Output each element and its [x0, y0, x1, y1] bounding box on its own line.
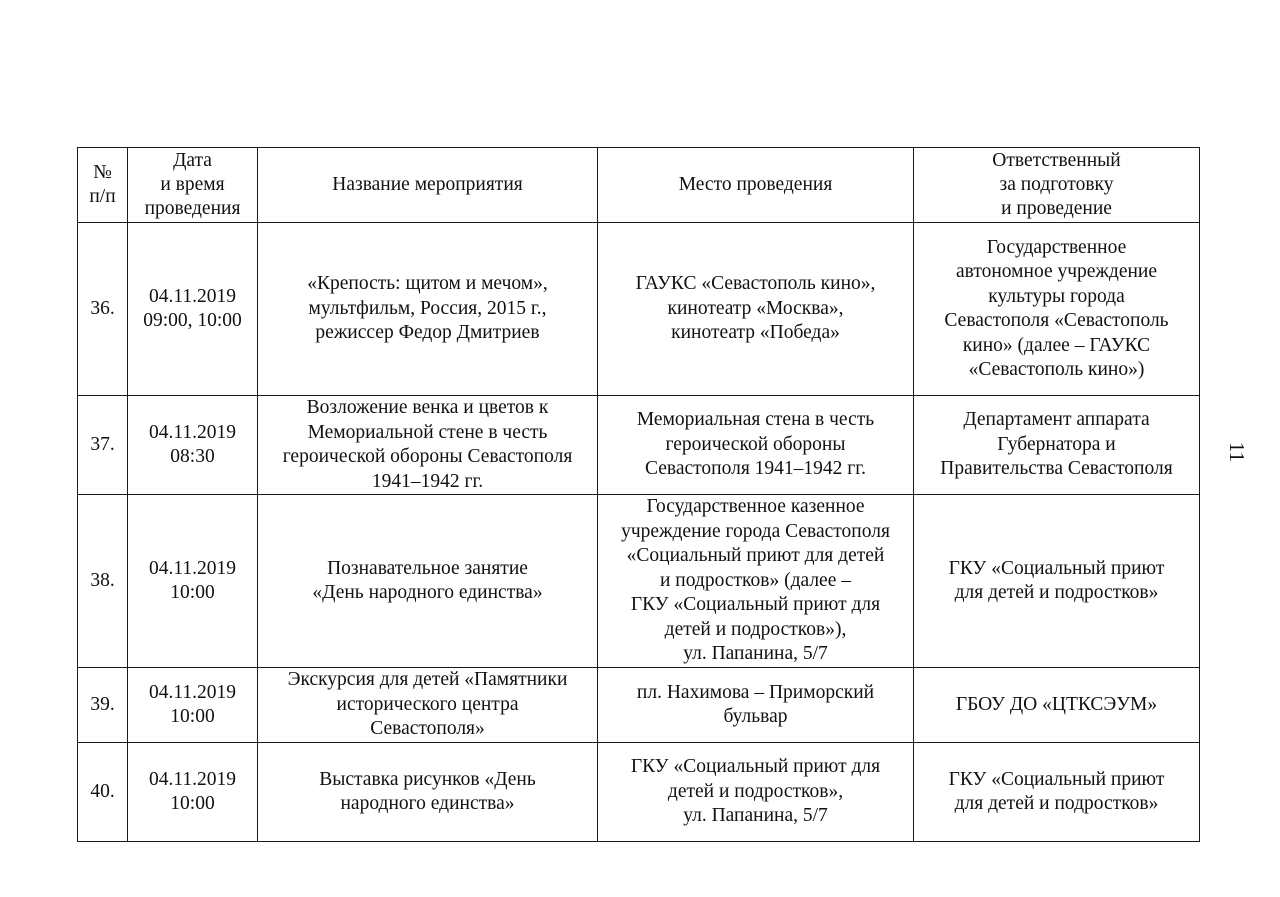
cell-place: ГКУ «Социальный приют для детей и подростков», ул. Папанина, 5/7 [598, 743, 914, 842]
header-date: Дата и время проведения [128, 148, 258, 223]
cell-responsible: Департамент аппарата Губернатора и Правительства Севастополя [914, 396, 1200, 495]
table-row [78, 743, 1200, 842]
table-row [78, 396, 1200, 495]
cell-date: 04.11.2019 10:00 [128, 743, 258, 842]
cell-name: Познавательное занятие «День народного единства» [258, 495, 598, 668]
cell-num: 38. [78, 495, 128, 668]
cell-responsible: ГКУ «Социальный приют для детей и подростков» [914, 743, 1200, 842]
table-row [78, 495, 1200, 668]
page-number: 11 [1225, 441, 1249, 463]
cell-responsible: ГКУ «Социальный приют для детей и подростков» [914, 495, 1200, 668]
cell-place: Государственное казенное учреждение города Севастополя «Социальный приют для детей и подростков» (далее – ГКУ «Социальный приют для детей и подростков»), ул. Папанина, 5/7 [598, 495, 914, 668]
table-row [78, 223, 1200, 396]
cell-place: ГАУКС «Севастополь кино», кинотеатр «Москва», кинотеатр «Победа» [598, 223, 914, 396]
cell-num: 39. [78, 668, 128, 743]
cell-date: 04.11.2019 10:00 [128, 495, 258, 668]
cell-responsible: Государственное автономное учреждение культуры города Севастополя «Севастополь кино» (далее – ГАУКС «Севастополь кино») [914, 223, 1200, 396]
events-table [77, 147, 1200, 842]
cell-num: 37. [78, 396, 128, 495]
header-place: Место проведения [598, 148, 914, 223]
header-num: № п/п [78, 148, 128, 223]
header-name: Название мероприятия [258, 148, 598, 223]
cell-name: Выставка рисунков «День народного единства» [258, 743, 598, 842]
table-row [78, 668, 1200, 743]
cell-name: Экскурсия для детей «Памятники исторического центра Севастополя» [258, 668, 598, 743]
header-responsible: Ответственный за подготовку и проведение [914, 148, 1200, 223]
cell-num: 40. [78, 743, 128, 842]
cell-num: 36. [78, 223, 128, 396]
cell-place: пл. Нахимова – Приморский бульвар [598, 668, 914, 743]
cell-date: 04.11.2019 10:00 [128, 668, 258, 743]
table-header-row [78, 148, 1200, 223]
cell-responsible: ГБОУ ДО «ЦТКСЭУМ» [914, 668, 1200, 743]
cell-name: «Крепость: щитом и мечом», мультфильм, Россия, 2015 г., режиссер Федор Дмитриев [258, 223, 598, 396]
cell-date: 04.11.2019 08:30 [128, 396, 258, 495]
cell-place: Мемориальная стена в честь героической обороны Севастополя 1941–1942 гг. [598, 396, 914, 495]
cell-date: 04.11.2019 09:00, 10:00 [128, 223, 258, 396]
cell-name: Возложение венка и цветов к Мемориальной стене в честь героической обороны Севастополя 1941–1942 гг. [258, 396, 598, 495]
